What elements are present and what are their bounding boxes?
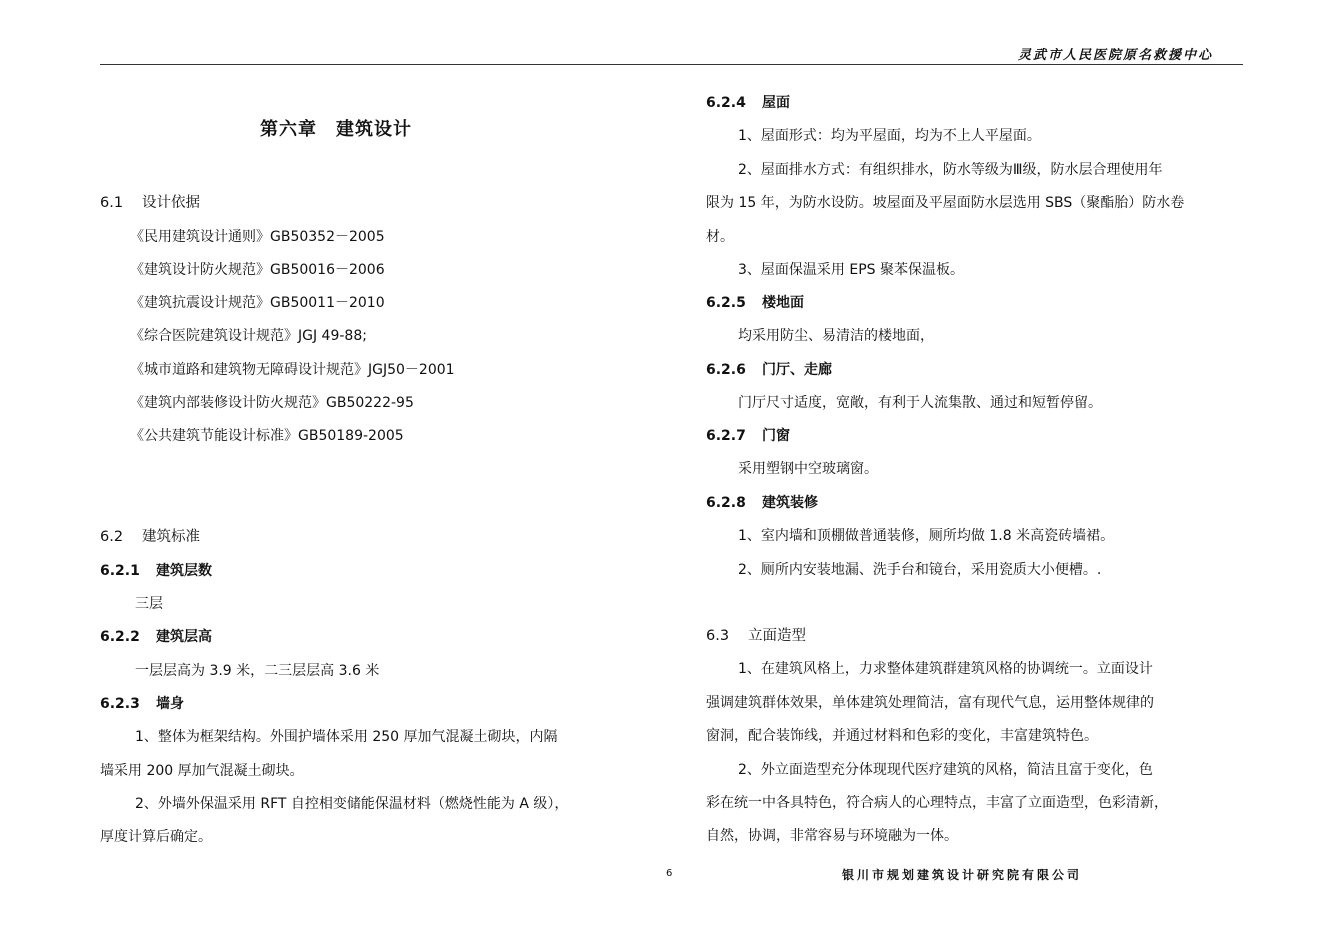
- reference-item: 《民用建筑设计通则》GB50352－2005: [130, 229, 385, 245]
- subsection-6-2-1: [100, 561, 212, 581]
- subsection-title: 建筑层高: [156, 629, 212, 645]
- paragraph: 均采用防尘、易清洁的楼地面，: [738, 328, 934, 344]
- paragraph: 2、外墙外保温采用 RFT 自控相变储能保温材料（燃烧性能为 A 级），: [135, 796, 569, 812]
- paragraph: 1、屋面形式：均为平屋面，均为不上人平屋面。: [738, 128, 1041, 144]
- section-number: 6.2: [100, 529, 124, 545]
- paragraph: 一层层高为 3.9 米，二三层层高 3.6 米: [135, 663, 380, 679]
- page-number: 6: [666, 868, 673, 879]
- paragraph: 1、室内墙和顶棚做普通装修，厕所均做 1.8 米高瓷砖墙裙。: [738, 528, 1115, 544]
- paragraph: 门厅尺寸适度，宽敞，有利于人流集散、通过和短暂停留。: [738, 395, 1102, 411]
- header-rule: [100, 64, 1243, 65]
- subsection-6-2-4: [706, 93, 790, 113]
- section-6-3: [706, 626, 806, 646]
- paragraph: 三层: [135, 596, 163, 612]
- paragraph: 1、整体为框架结构。外围护墙体采用 250 厚加气混凝土砌块，内隔: [135, 729, 558, 745]
- section-title: 立面造型: [748, 628, 806, 644]
- paragraph: 材。: [706, 229, 734, 245]
- subsection-6-2-6: [706, 360, 832, 380]
- section-title: 建筑标准: [142, 529, 200, 545]
- section-6-2: [100, 527, 200, 547]
- paragraph: 2、屋面排水方式：有组织排水，防水等级为Ⅲ级，防水层合理使用年: [738, 162, 1163, 178]
- paragraph: 采用塑钢中空玻璃窗。: [738, 461, 878, 477]
- paragraph: 1、在建筑风格上，力求整体建筑群建筑风格的协调统一。立面设计: [738, 661, 1153, 677]
- subsection-title: 建筑装修: [762, 495, 818, 511]
- reference-item: 《建筑设计防火规范》GB50016－2006: [130, 262, 385, 278]
- subsection-title: 建筑层数: [156, 563, 212, 579]
- subsection-6-2-3: [100, 694, 184, 714]
- subsection-title: 屋面: [762, 95, 790, 111]
- paragraph: 强调建筑群体效果，单体建筑处理简洁，富有现代气息，运用整体规律的: [706, 695, 1154, 711]
- paragraph: 彩在统一中各具特色，符合病人的心理特点，丰富了立面造型，色彩清新，: [706, 795, 1168, 811]
- subsection-title: 门厅、走廊: [762, 362, 832, 378]
- subsection-title: 门窗: [762, 428, 790, 444]
- subsection-number: 6.2.4: [706, 95, 746, 111]
- subsection-title: 墙身: [156, 696, 184, 712]
- section-title: 设计依据: [142, 195, 200, 211]
- subsection-number: 6.2.8: [706, 495, 746, 511]
- reference-item: 《公共建筑节能设计标准》GB50189-2005: [130, 428, 404, 444]
- paragraph: 限为 15 年，为防水设防。坡屋面及平屋面防水层选用 SBS（聚酯胎）防水卷: [706, 195, 1185, 211]
- reference-item: 《综合医院建筑设计规范》JGJ 49-88;: [130, 328, 367, 344]
- paragraph: 2、厕所内安装地漏、洗手台和镜台，采用瓷质大小便槽。.: [738, 562, 1102, 578]
- header-org: 灵武市人民医院原名救援中心: [1017, 48, 1213, 63]
- paragraph: 厚度计算后确定。: [100, 829, 212, 845]
- paragraph: 窗洞，配合装饰线，并通过材料和色彩的变化，丰富建筑特色。: [706, 728, 1098, 744]
- paragraph: 自然，协调，非常容易与环境融为一体。: [706, 828, 958, 844]
- footer-org: 银川市规划建筑设计研究院有限公司: [842, 868, 1083, 882]
- reference-item: 《城市道路和建筑物无障碍设计规范》JGJ50－2001: [130, 362, 455, 378]
- paragraph: 2、外立面造型充分体现现代医疗建筑的风格，简洁且富于变化，色: [738, 762, 1153, 778]
- paragraph: 3、屋面保温采用 EPS 聚苯保温板。: [738, 262, 964, 278]
- paragraph: 墙采用 200 厚加气混凝土砌块。: [100, 763, 304, 779]
- subsection-6-2-7: [706, 426, 790, 446]
- subsection-number: 6.2.2: [100, 629, 140, 645]
- subsection-number: 6.2.7: [706, 428, 746, 444]
- chapter-title: 第六章 建筑设计: [260, 119, 412, 140]
- subsection-6-2-2: [100, 627, 212, 647]
- reference-item: 《建筑抗震设计规范》GB50011－2010: [130, 295, 385, 311]
- subsection-number: 6.2.3: [100, 696, 140, 712]
- subsection-6-2-5: [706, 293, 804, 313]
- subsection-6-2-8: [706, 493, 818, 513]
- subsection-number: 6.2.6: [706, 362, 746, 378]
- section-6-1: [100, 193, 200, 213]
- subsection-title: 楼地面: [762, 295, 804, 311]
- subsection-number: 6.2.5: [706, 295, 746, 311]
- subsection-number: 6.2.1: [100, 563, 140, 579]
- section-number: 6.3: [706, 628, 730, 644]
- reference-item: 《建筑内部装修设计防火规范》GB50222-95: [130, 395, 414, 411]
- section-number: 6.1: [100, 195, 124, 211]
